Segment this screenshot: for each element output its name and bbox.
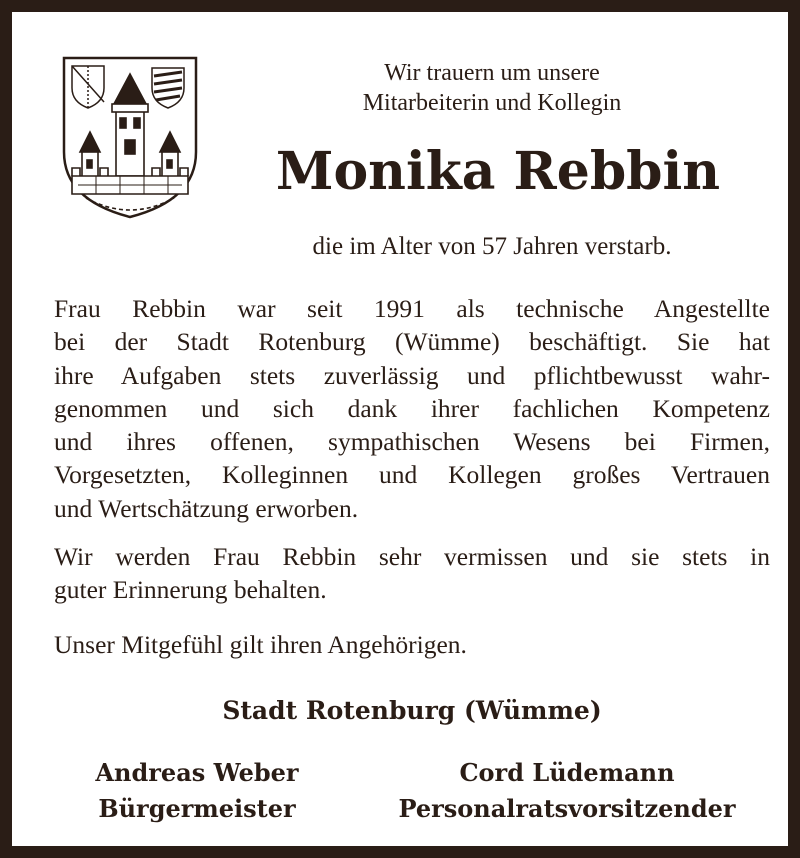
paragraph-career <box>54 292 770 525</box>
paragraph-line: und Wertschätzung erworben. <box>54 493 359 523</box>
paragraph-line: ihre Aufgaben stets zuverlässig und pflichtbewusst wahr- <box>54 360 770 390</box>
paragraph-remembrance <box>54 540 770 607</box>
signatory-title: Personalratsvorsitzender <box>398 794 736 823</box>
paragraph-condolence <box>54 628 770 661</box>
intro-line-2: Mitarbeiterin und Kollegin <box>362 90 622 116</box>
paragraph-line: und ihres offenen, sympathischen Wesens bei Firmen, <box>54 427 770 457</box>
paragraph-line: Unser Mitgefühl gilt ihren Angehörigen. <box>54 630 467 659</box>
intro-line-1: Wir trauern um unsere <box>384 60 600 86</box>
paragraph-line: bei der Stadt Rotenburg (Wümme) beschäftigt. Sie hat <box>54 327 770 357</box>
signatory-mayor <box>72 755 322 827</box>
paragraph-line: genommen und sich dank ihrer fachlichen Kompetenz <box>54 393 770 423</box>
deceased-name: Monika Rebbin <box>275 141 721 202</box>
paragraph-line: Vorgesetzten, Kolleginnen und Kollegen großes Vertrauen <box>54 460 770 490</box>
paragraph-line: Wir werden Frau Rebbin sehr vermissen und sie stets in <box>54 542 770 571</box>
intro-text <box>262 58 722 118</box>
town-coat-of-arms-icon <box>56 52 204 222</box>
signatory-name: Andreas Weber <box>95 758 299 787</box>
signatory-name: Cord Lüdemann <box>459 758 675 787</box>
organization-name: Stadt Rotenburg (Wümme) <box>222 696 602 725</box>
paragraph-line: Frau Rebbin war seit 1991 als technische Angestellte <box>54 294 770 323</box>
paragraph-line: guter Erinnerung behalten. <box>54 575 327 605</box>
age-line: die im Alter von 57 Jahren verstarb. <box>312 233 672 260</box>
signatory-staff-council <box>382 755 752 827</box>
signatory-title: Bürgermeister <box>98 794 296 823</box>
